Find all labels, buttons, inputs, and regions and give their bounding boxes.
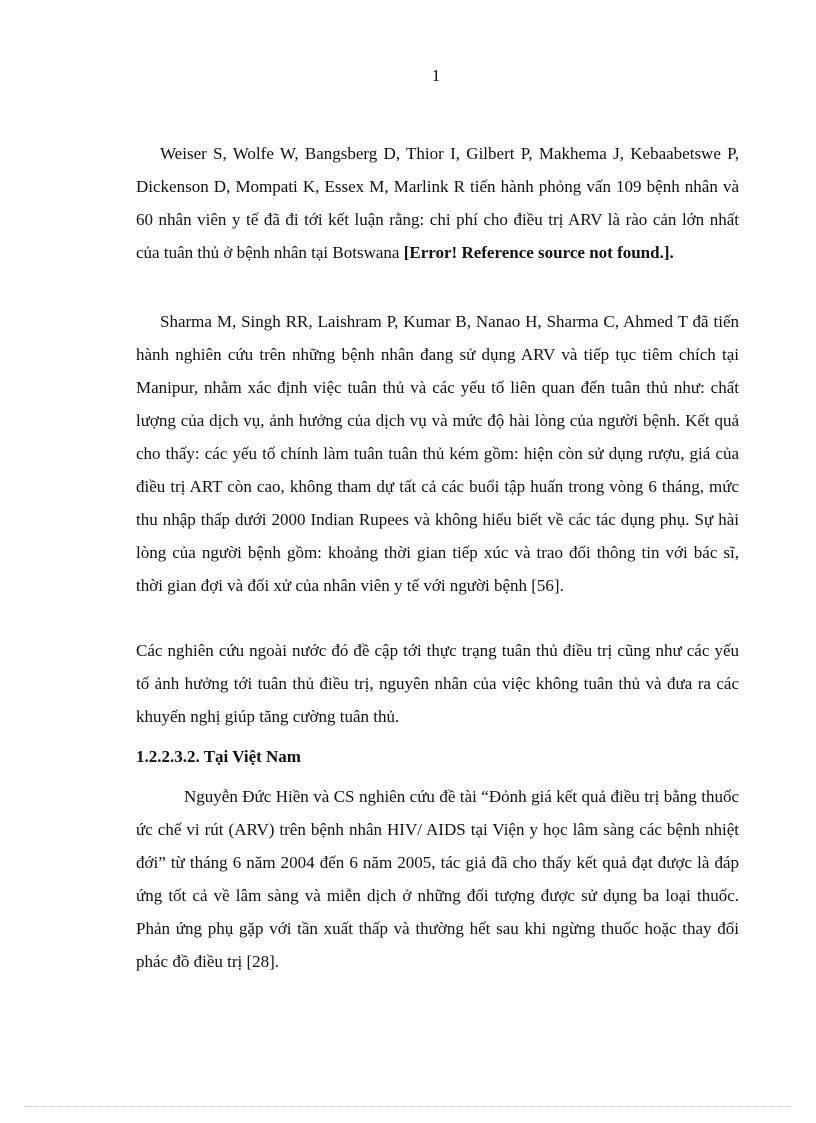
paragraph-weiser xyxy=(136,137,739,269)
page-bottom-divider xyxy=(24,1106,792,1107)
page-number: 1 xyxy=(431,66,441,85)
paragraph-nguyen: Nguyễn Đức Hiền và CS nghiên cứu đề tài “Đỏnh giá kết quả điều trị bằng thuốc ức chế vi rút (ARV) trên bệnh nhân HIV/ AIDS tại Viện y học lâm sàng các bệnh nhiệt đới” từ tháng 6 năm 2004 đến 6 năm 2005, tác giả đã cho thấy kết quả đạt được là đáp ứng tốt cả về lâm sàng và miễn dịch ở những đối tượng được sử dụng ba loại thuốc. Phản ứng phụ gặp với tần xuất thấp và thường hết sau khi ngừng thuốc hoặc thay đổi phác đồ điều trị [28]. xyxy=(136,787,739,971)
reference-error: [Error! Reference source not found.]. xyxy=(403,243,674,262)
section-heading: 1.2.2.3.2. Tại Việt Nam xyxy=(136,747,301,766)
paragraph-summary: Các nghiên cứu ngoài nước đó đề cập tới thực trạng tuân thủ điều trị cũng như các yếu tố ảnh hưởng tới tuân thủ điều trị, nguyên nhân của việc không tuân thủ và đưa ra các khuyến nghị giúp tăng cường tuân thủ. xyxy=(136,641,739,726)
paragraph-weiser-text: Weiser S, Wolfe W, Bangsberg D, Thior I, Gilbert P, Makhema J, Kebaabetswe P, Dickenson D, Mompati K, Essex M, Marlink R tiến hành phỏng vấn 109 bệnh nhân và 60 nhân viên y tế đã đi tới kết luận rằng: chi phí cho điều trị ARV là rào cản lớn nhất của tuân thủ ở bệnh nhân tại Botswana xyxy=(136,144,739,262)
paragraph-sharma: Sharma M, Singh RR, Laishram P, Kumar B, Nanao H, Sharma C, Ahmed T đã tiến hành nghiên cứu trên những bệnh nhân đang sử dụng ARV và tiếp tục tiêm chích tại Manipur, nhằm xác định việc tuân thủ và các yếu tố liên quan đến tuân thủ như: chất lượng của dịch vụ, ảnh hưởng của dịch vụ và mức độ hài lòng của người bệnh. Kết quả cho thấy: các yếu tố chính làm tuân tuân thủ kém gồm: hiện còn sử dụng rượu, giá của điều trị ART còn cao, không tham dự tất cả các buổi tập huấn trong vòng 6 tháng, mức thu nhập thấp dưới 2000 Indian Rupees và không hiểu biết về các tác dụng phụ. Sự hài lòng của người bệnh gồm: khoảng thời gian tiếp xúc và trao đổi thông tin với bác sĩ, thời gian đợi và đối xử của nhân viên y tế với người bệnh [56]. xyxy=(136,312,739,595)
